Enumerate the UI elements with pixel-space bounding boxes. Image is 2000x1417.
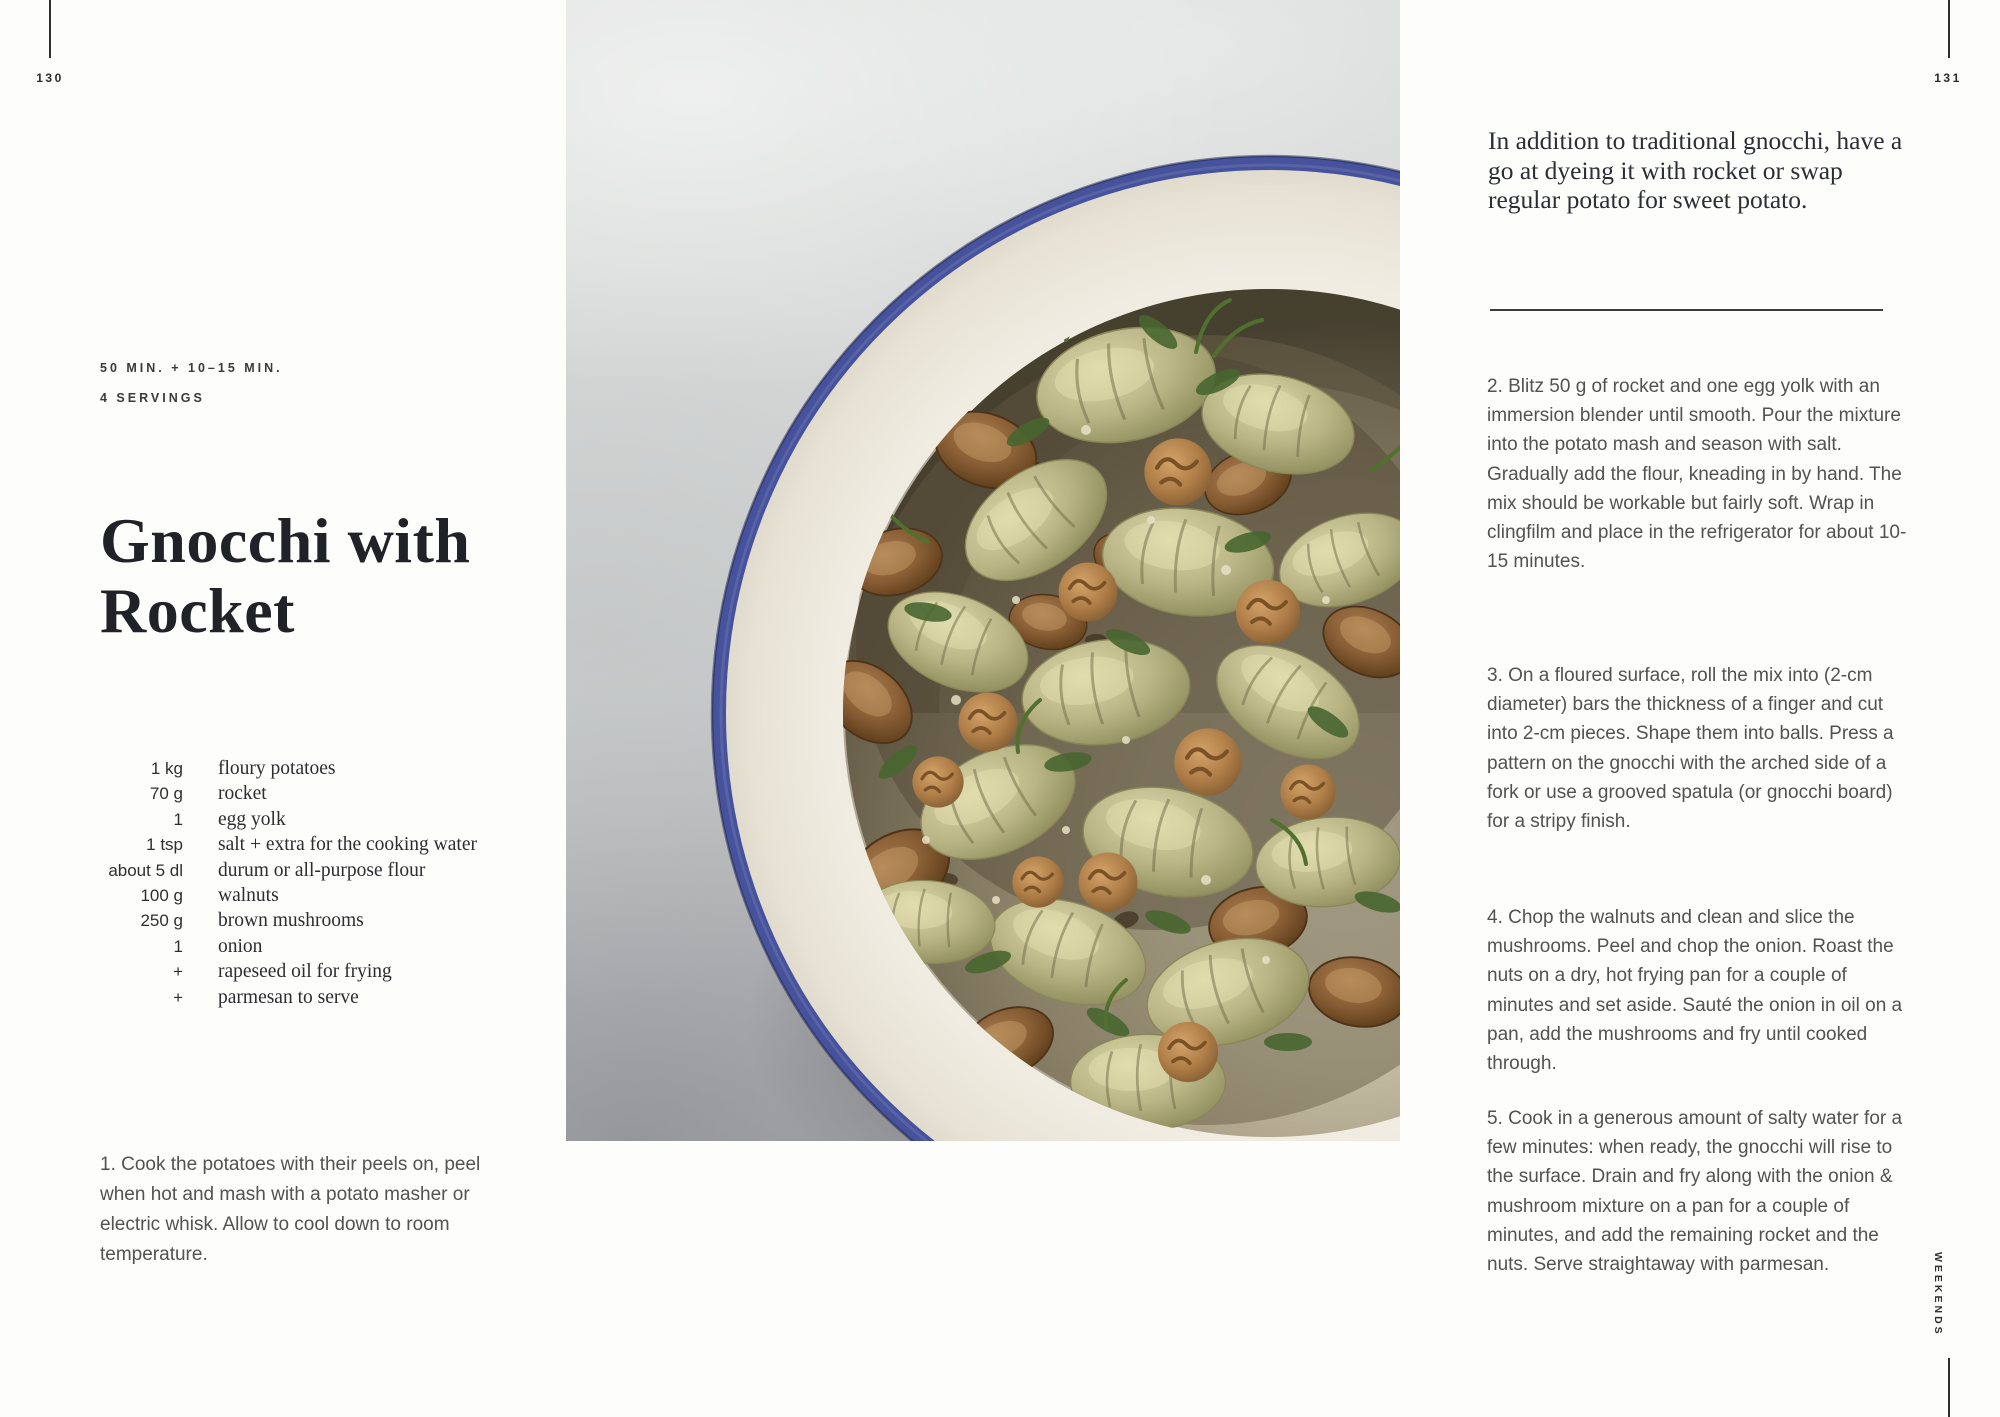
ingredient-name: egg yolk — [218, 808, 286, 830]
ingredient-qty: 250 g — [140, 911, 183, 931]
recipe-step-2: 2. Blitz 50 g of rocket and one egg yolk with an immersion blender until smooth. Pour the mixture into the potato mash and season with salt. Gradually add the flour, kneading in by hand. The mix should be workable but fairly soft. Wrap in clingfilm and place in the refrigerator for about 10-15 minutes. — [1487, 376, 1907, 573]
recipe-title-line1: Gnocchi with — [100, 505, 471, 576]
ingredient-name: rocket — [218, 783, 267, 805]
ingredient-row — [60, 883, 477, 908]
ingredient-qty: 1 tsp — [146, 835, 183, 855]
recipe-photo-illustration — [566, 0, 1400, 1141]
ingredient-name: durum or all-purpose flour — [218, 859, 426, 881]
recipe-title-line2: Rocket — [100, 575, 295, 646]
ingredient-row — [60, 908, 477, 933]
recipe-photo — [566, 0, 1400, 1141]
recipe-title — [100, 506, 470, 646]
ingredient-qty: 1 — [173, 936, 183, 956]
ingredient-row — [60, 781, 477, 806]
bottom-right-rule — [1948, 1358, 1950, 1417]
recipe-step-3: 3. On a floured surface, roll the mix into (2-cm diameter) bars the thickness of a finger and cut into 2-cm pieces. Shape them into balls. Press a pattern on the gnocchi with the arched side of a fork or use a grooved spatula (or gnocchi board) for a stripy finish. — [1487, 665, 1894, 833]
ingredient-qty: + — [173, 962, 183, 982]
ingredient-name: parmesan to serve — [218, 986, 359, 1008]
page-number-right: 131 — [1934, 71, 1962, 85]
page-number-left: 130 — [36, 71, 64, 85]
recipe-time: 50 MIN. + 10–15 MIN. — [100, 361, 283, 375]
ingredient-name: salt + extra for the cooking water — [218, 834, 477, 856]
ingredient-qty: 100 g — [140, 886, 183, 906]
top-left-rule — [49, 0, 51, 58]
ingredient-row — [60, 934, 477, 959]
recipe-step-4: 4. Chop the walnuts and clean and slice the mushrooms. Peel and chop the onion. Roast the nuts on a dry, hot frying pan for a couple of minutes and set aside. Sauté the onion in oil on a pan, add the mushrooms and fry until cooked through. — [1487, 907, 1903, 1075]
ingredient-qty: 1 kg — [150, 759, 183, 778]
ingredient-row — [60, 807, 477, 832]
ingredient-name: onion — [218, 935, 263, 957]
intro-divider-rule — [1490, 309, 1883, 311]
ingredient-list — [60, 756, 477, 1010]
ingredient-row — [60, 756, 477, 781]
ingredient-qty: 70 g — [149, 784, 183, 804]
ingredient-row — [60, 985, 477, 1010]
recipe-step-1: 1. Cook the potatoes with their peels on, peel when hot and mash with a potato masher or electric whisk. Allow to cool down to room temperature. — [100, 1154, 481, 1265]
ingredient-name: walnuts — [218, 885, 279, 907]
ingredient-qty: about 5 dl — [108, 860, 183, 880]
ingredient-qty: 1 — [173, 809, 183, 829]
ingredient-qty: + — [173, 987, 183, 1007]
top-right-rule — [1948, 0, 1950, 58]
recipe-step-5: 5. Cook in a generous amount of salty water for a few minutes: when ready, the gnocchi will rise to the surface. Drain and fry along with the onion & mushroom mixture on a pan for a couple of minutes, and add the remaining rocket and the nuts. Serve straightaway with parmesan. — [1487, 1108, 1903, 1276]
ingredient-row — [60, 959, 477, 984]
recipe-meta — [100, 359, 283, 419]
ingredient-row — [60, 832, 477, 857]
ingredient-name: floury potatoes — [218, 758, 336, 779]
recipe-servings: 4 SERVINGS — [100, 391, 205, 405]
ingredient-name: rapeseed oil for frying — [218, 961, 392, 983]
ingredient-name: brown mushrooms — [218, 910, 364, 932]
recipe-intro: In addition to traditional gnocchi, have a go at dyeing it with rocket or swap regular potato for sweet potato. — [1488, 126, 1903, 214]
section-label-weekends: WEEKENDS — [1932, 1252, 1944, 1337]
ingredient-row — [60, 858, 477, 883]
